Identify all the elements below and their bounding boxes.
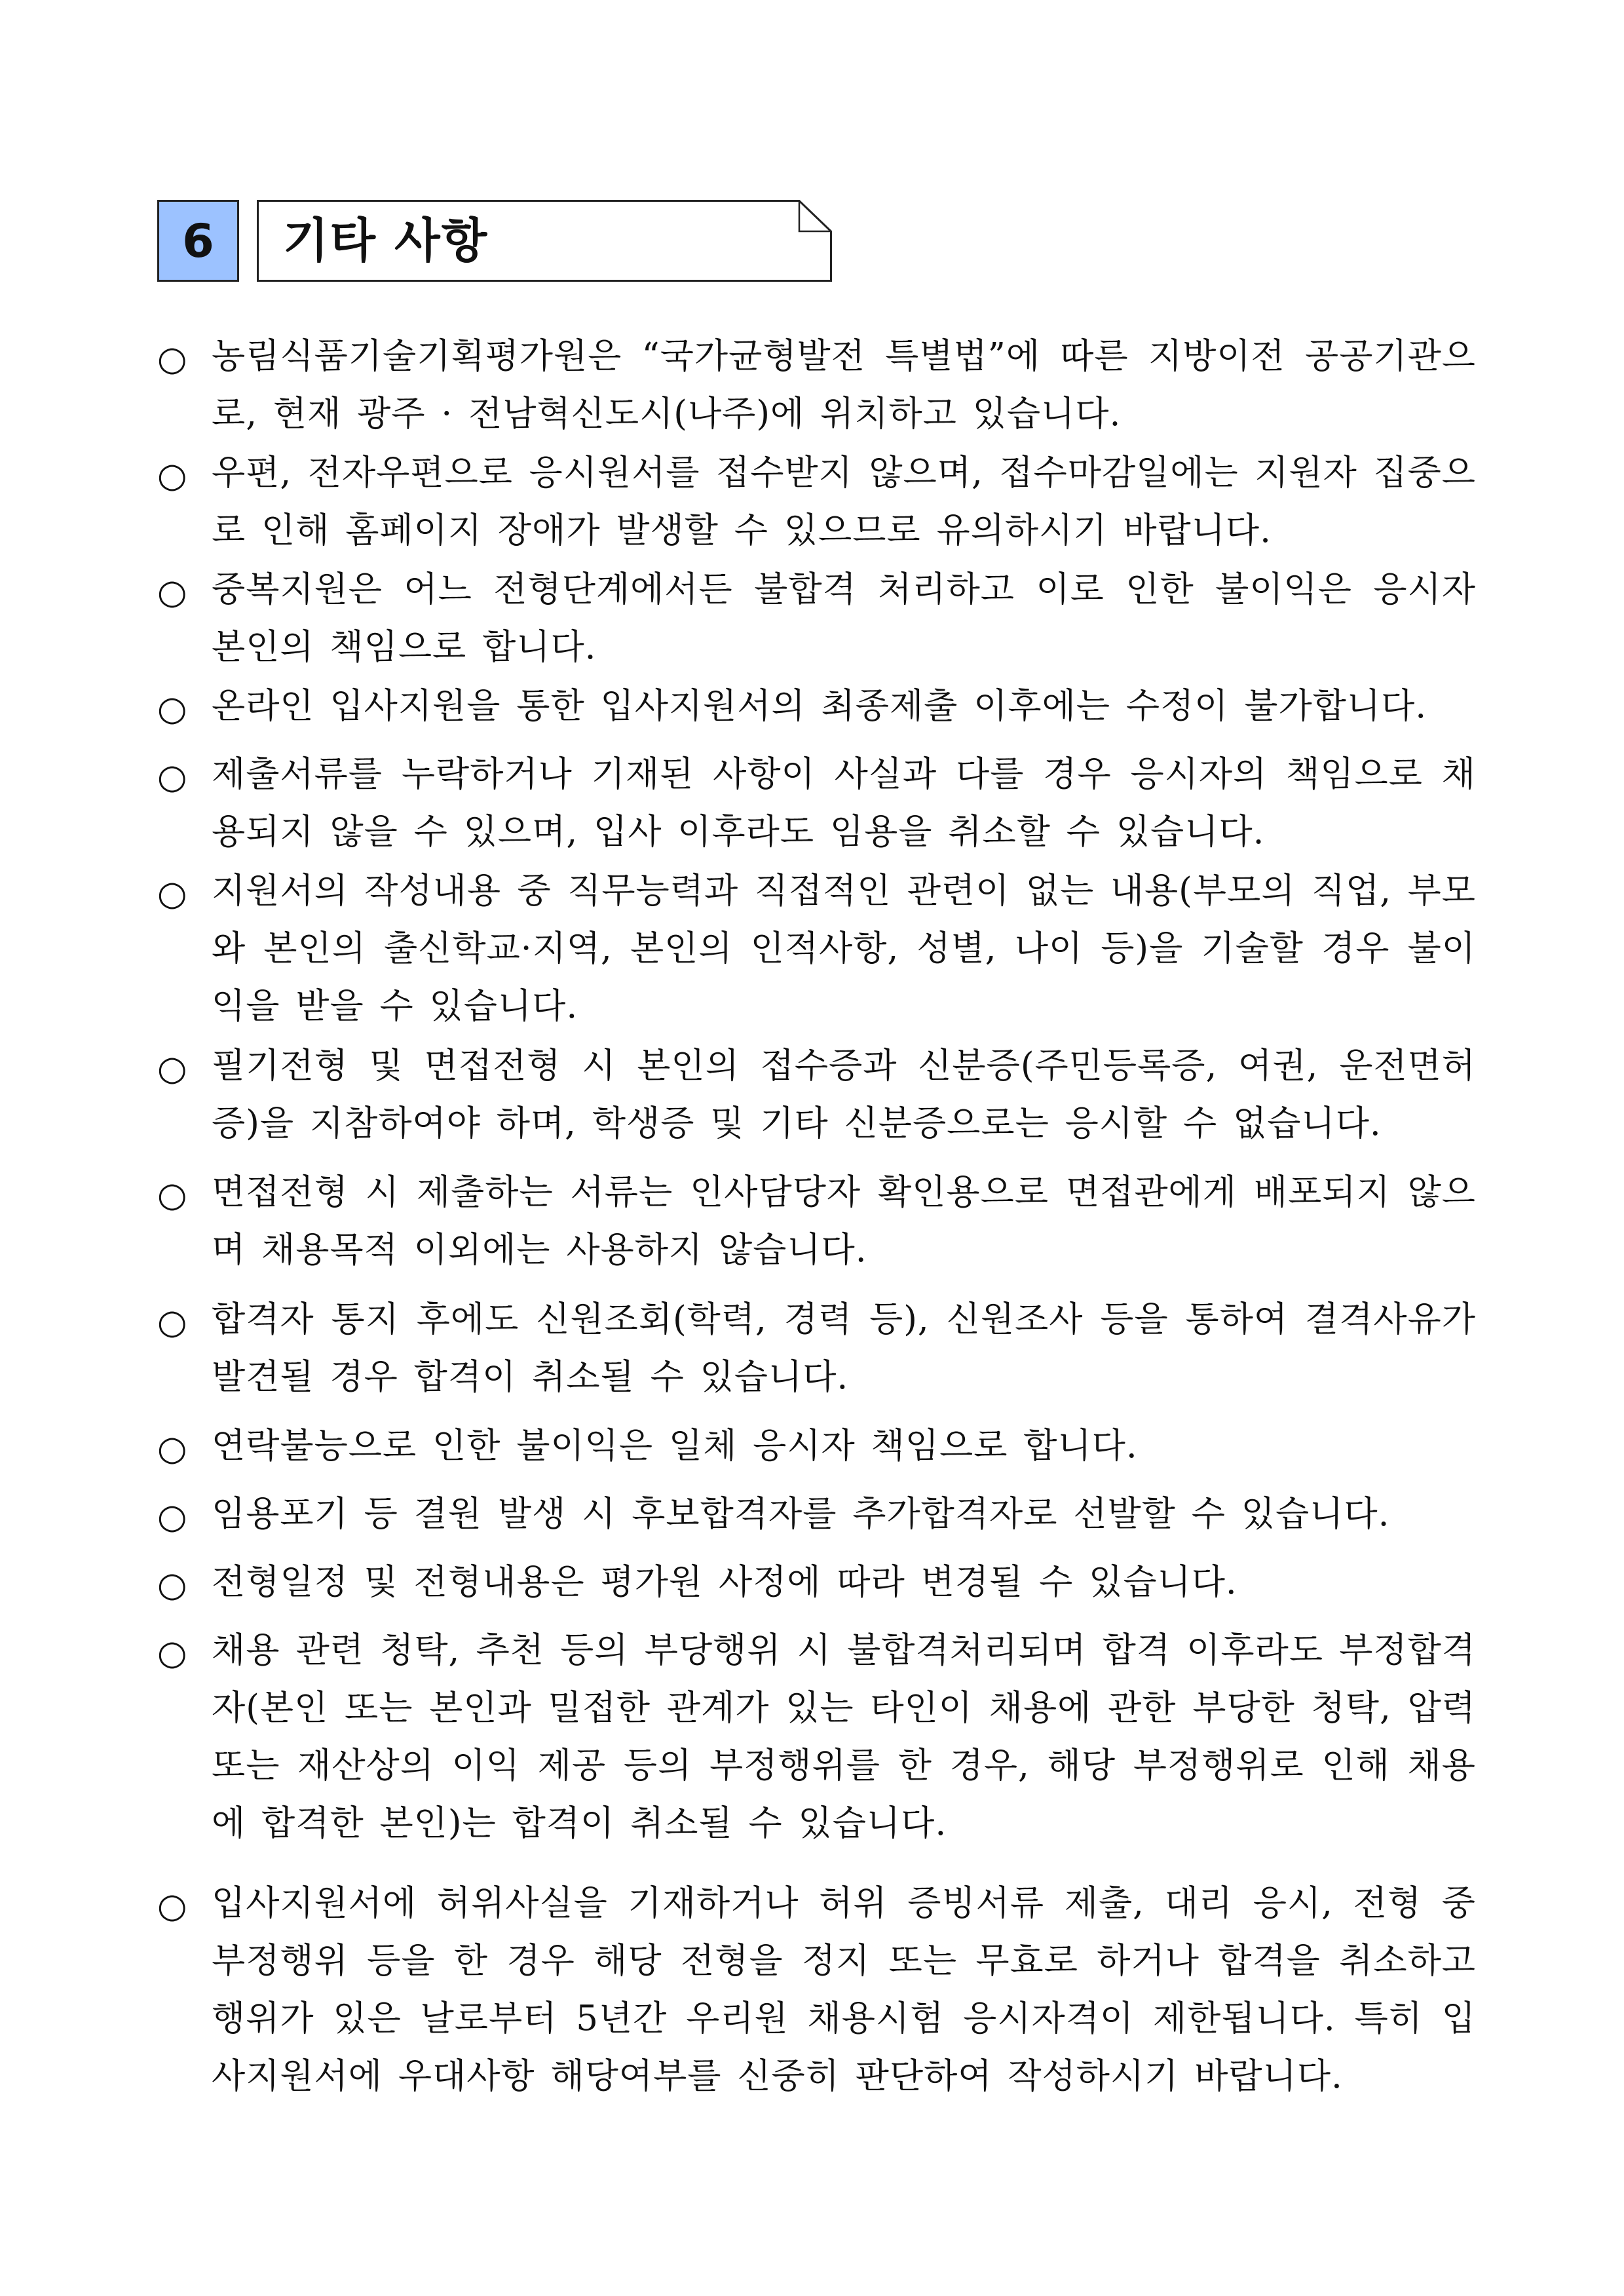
section-number: 6 xyxy=(157,200,239,282)
list-item-text: 연락불능으로 인한 불이익은 일체 응시자 책임으로 합니다. xyxy=(212,1426,1138,1466)
bullet-circle-icon: ○ xyxy=(157,874,187,913)
bullet-circle-icon: ○ xyxy=(157,1497,187,1537)
bullet-circle-icon: ○ xyxy=(157,456,187,495)
list-item-text: 제출서류를 누락하거나 기재된 사항이 사실과 다를 경우 응시자의 책임으로 채용되지 않을 수 있으며, 입사 이후라도 임용을 취소할 수 있습니다. xyxy=(212,754,1476,852)
bullet-circle-icon: ○ xyxy=(157,1303,187,1342)
section-header xyxy=(157,200,832,282)
bullet-circle-icon: ○ xyxy=(157,1049,187,1088)
list-item-text: 면접전형 시 제출하는 서류는 인사담당자 확인용으로 면접관에게 배포되지 않으며 채용목적 이외에는 사용하지 않습니다. xyxy=(212,1172,1476,1270)
bullet-circle-icon: ○ xyxy=(157,339,187,379)
list-item-text: 채용 관련 청탁, 추천 등의 부당행위 시 불합격처리되며 합격 이후라도 부정합격자(본인 또는 본인과 밀접한 관계가 있는 타인이 채용에 관한 부당한 청탁, 압력 또는 재산상의 이익 제공 등의 부정행위를 한 경우, 해당 부정행위로 인해 채용에 합격한 본인)는 합격이 취소될 수 있습니다. xyxy=(212,1630,1476,1843)
bullet-circle-icon: ○ xyxy=(157,757,187,797)
list-item-text: 농림식품기술기획평가원은 “국가균형발전 특별법”에 따른 지방이전 공공기관으로, 현재 광주 · 전남혁신도시(나주)에 위치하고 있습니다. xyxy=(212,336,1476,434)
list-item-text: 우편, 전자우편으로 응시원서를 접수받지 않으며, 접수마감일에는 지원자 집중으로 인해 홈페이지 장애가 발생할 수 있으므로 유의하시기 바랍니다. xyxy=(212,453,1476,550)
section-title-box xyxy=(257,200,832,282)
list-item-text: 지원서의 작성내용 중 직무능력과 직접적인 관련이 없는 내용(부모의 직업, 부모와 본인의 출신학교·지역, 본인의 인적사항, 성별, 나이 등)을 기술할 경우 불이익을 받을 수 있습니다. xyxy=(212,871,1476,1026)
section-title: 기타 사항 xyxy=(283,213,489,268)
list-item-text: 전형일정 및 전형내용은 평가원 사정에 따라 변경될 수 있습니다. xyxy=(212,1562,1237,1602)
bullet-circle-icon: ○ xyxy=(157,1565,187,1605)
list-item-text: 필기전형 및 면접전형 시 본인의 접수증과 신분증(주민등록증, 여권, 운전면허증)을 지참하여야 하며, 학생증 및 기타 신분증으로는 응시할 수 없습니다. xyxy=(212,1046,1476,1143)
bullet-circle-icon: ○ xyxy=(157,1886,187,1926)
bullet-circle-icon: ○ xyxy=(157,1176,187,1215)
list-item-text: 중복지원은 어느 전형단계에서든 불합격 처리하고 이로 인한 불이익은 응시자 본인의 책임으로 합니다. xyxy=(212,569,1476,667)
list-item-text: 합격자 통지 후에도 신원조회(학력, 경력 등), 신원조사 등을 통하여 결격사유가 발견될 경우 합격이 취소될 수 있습니다. xyxy=(212,1299,1476,1397)
list-item-text: 임용포기 등 결원 발생 시 후보합격자를 추가합격자로 선발할 수 있습니다. xyxy=(212,1494,1390,1534)
bullet-circle-icon: ○ xyxy=(157,1634,187,1673)
bullet-circle-icon: ○ xyxy=(157,573,187,612)
list-item-text: 입사지원서에 허위사실을 기재하거나 허위 증빙서류 제출, 대리 응시, 전형 중 부정행위 등을 한 경우 해당 전형을 정지 또는 무효로 하거나 합격을 취소하고 행위가 있은 날로부터 5년간 우리원 채용시험 응시자격이 제한됩니다. 특히 입사지원서에 우대사항 해당여부를 신중히 판단하여 작성하시기 바랍니다. xyxy=(212,1883,1476,2096)
bullet-circle-icon: ○ xyxy=(157,689,187,729)
bullet-circle-icon: ○ xyxy=(157,1429,187,1468)
list-item-text: 온라인 입사지원을 통한 입사지원서의 최종제출 이후에는 수정이 불가합니다. xyxy=(212,686,1427,726)
